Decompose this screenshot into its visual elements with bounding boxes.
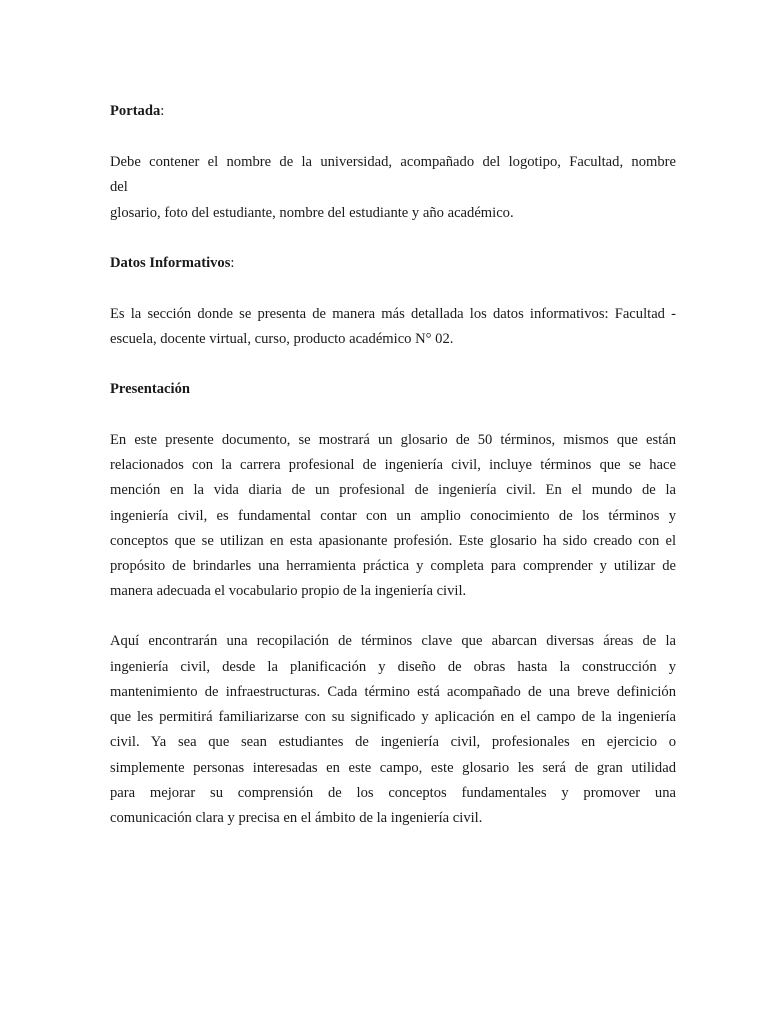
datos-heading-line xyxy=(110,253,676,273)
presentacion-p2-line: comunicación clara y precisa en el ámbito de la ingeniería civil. xyxy=(110,810,483,826)
presentacion-p1-line: En este presente documento, se mostrará un glosario de 50 términos, mismos que están xyxy=(110,432,676,448)
presentacion-p1-line: relacionados con la carrera profesional de ingeniería civil, incluye términos que se hace xyxy=(110,457,676,473)
presentacion-p2-line: mantenimiento de infraestructuras. Cada término está acompañado de una breve definición xyxy=(110,684,676,700)
presentacion-p2-line: para mejorar su comprensión de los conceptos fundamentales y promover una xyxy=(110,785,676,801)
portada-colon: : xyxy=(160,103,165,119)
portada-text-line: del xyxy=(110,179,128,195)
datos-colon: : xyxy=(230,255,235,271)
portada-text-line: glosario, foto del estudiante, nombre del estudiante y año académico. xyxy=(110,205,514,221)
presentacion-p1-line: manera adecuada el vocabulario propio de la ingeniería civil. xyxy=(110,583,467,599)
portada-heading: Portada xyxy=(110,103,161,119)
datos-text-line: Es la sección donde se presenta de manera más detallada los datos informativos: Facultad - xyxy=(110,306,676,322)
presentacion-p1-line: ingeniería civil, es fundamental contar con un amplio conocimiento de los términos y xyxy=(110,508,676,524)
presentacion-p2-line: Aquí encontrarán una recopilación de términos clave que abarcan diversas áreas de la xyxy=(110,633,676,649)
presentacion-p2-line: simplemente personas interesadas en este campo, este glosario les será de gran utilidad xyxy=(110,760,676,776)
presentacion-p1-line: propósito de brindarles una herramienta práctica y completa para comprender y utilizar de xyxy=(110,558,676,574)
presentacion-p2-line: que les permitirá familiarizarse con su significado y aplicación en el campo de la ingeniería xyxy=(110,709,676,725)
portada-heading-line xyxy=(110,101,676,121)
datos-text-line: escuela, docente virtual, curso, producto académico N° 02. xyxy=(110,331,454,347)
presentacion-p2-line: ingeniería civil, desde la planificación y diseño de obras hasta la construcción y xyxy=(110,659,676,675)
presentacion-p2-line: civil. Ya sea que sean estudiantes de ingeniería civil, profesionales en ejercicio o xyxy=(110,734,676,750)
portada-text-line: Debe contener el nombre de la universidad, acompañado del logotipo, Facultad, nombre xyxy=(110,154,676,170)
datos-heading: Datos Informativos xyxy=(110,255,231,271)
presentacion-p1-line: mención en la vida diaria de un profesional de ingeniería civil. En el mundo de la xyxy=(110,482,676,498)
presentacion-heading: Presentación xyxy=(110,381,190,397)
presentacion-p1-line: conceptos que se utilizan en esta apasionante profesión. Este glosario ha sido creado con el xyxy=(110,533,676,549)
